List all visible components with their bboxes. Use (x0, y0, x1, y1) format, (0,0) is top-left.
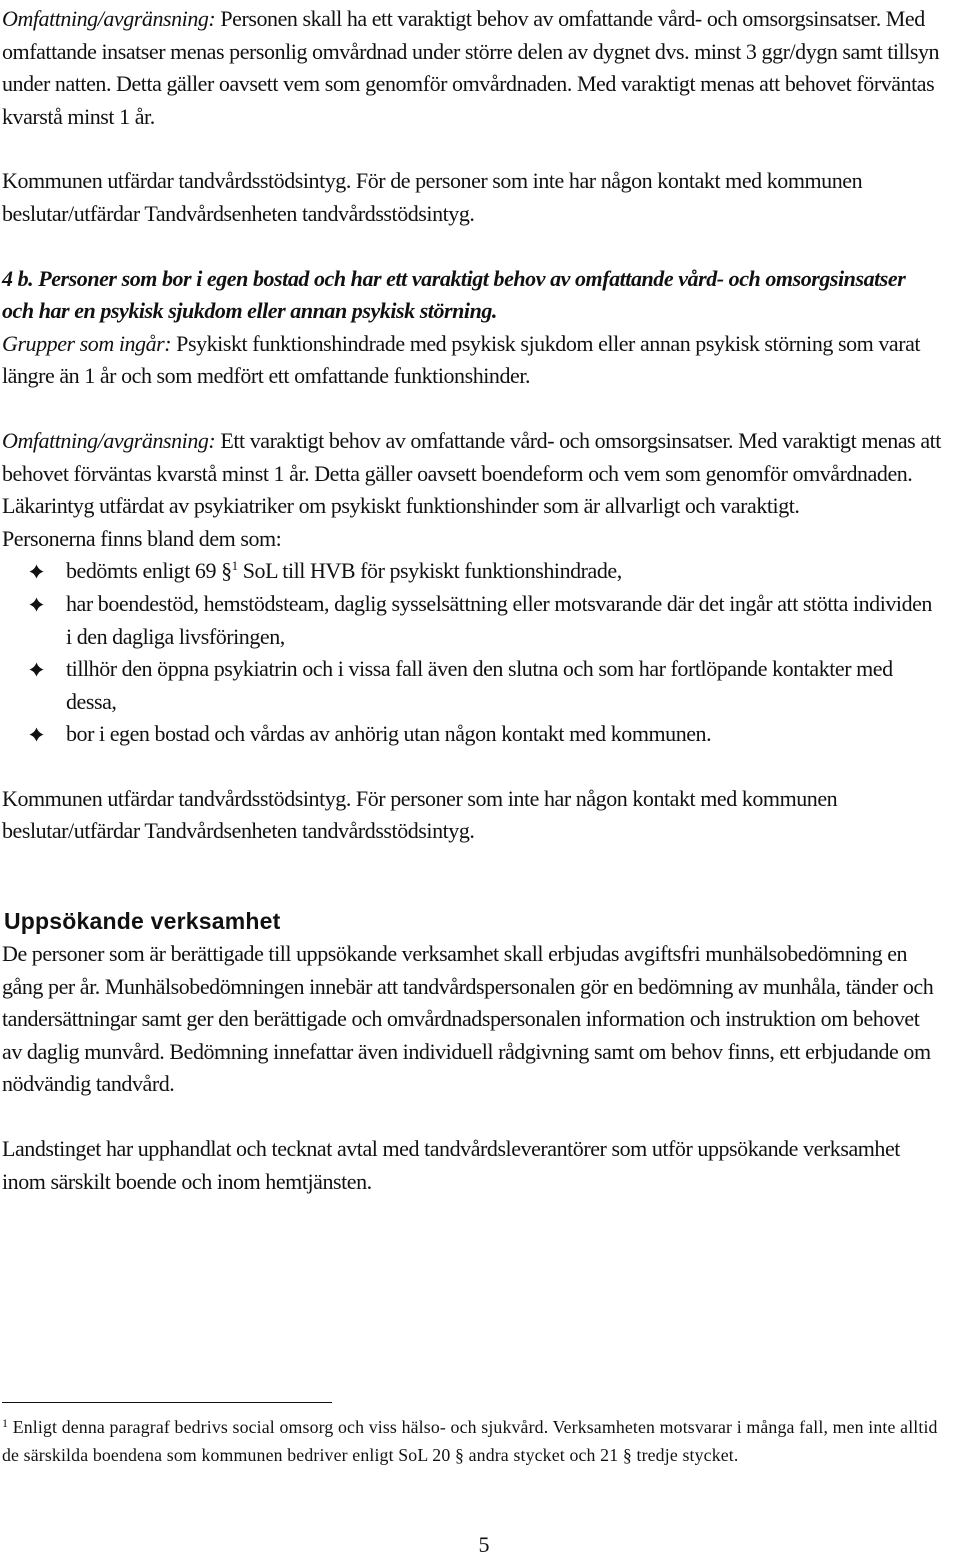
certificate-paragraph-1: Kommunen utfärdar tandvårdsstödsintyg. För de personer som inte har någon kontakt med kommunen beslutar/utfärdar Tandvårdsenheten tandvårdsstödsintyg. (2, 168, 863, 226)
footnote-divider (2, 1402, 332, 1403)
diamond-bullet-icon (29, 597, 44, 612)
list-item-text: bedömts enligt 69 (66, 558, 222, 584)
footnote-text: Enligt denna paragraf bedrivs social omsorg och viss hälso- och sjukvård. Verksamheten motsvarar i många fall, men inte alltid de särskilda boendena som kommunen bedriver enligt SoL 20 § andra stycket och 21 § tredje stycket. (2, 1417, 938, 1465)
list-item-text: tillhör den öppna psykiatrin och i vissa fall även den slutna och som har fortlöpande kontakter med dessa, (66, 656, 893, 714)
page-number: 5 (478, 1532, 490, 1557)
footnote (2, 1414, 952, 1469)
list-item-text-cont: SoL till HVB för psykiskt funktionshindrade, (237, 558, 622, 584)
outreach-paragraph-1: De personer som är berättigade till uppsökande verksamhet skall erbjudas avgiftsfri munhälsobedömning en gång per år. Munhälsobedömningen innebär att tandvårdspersonalen gör en bedömning av munhåla, tänder och tandersättningar samt ger den berättigade och omvårdnadspersonalen information och instruktion om behovet av daglig munvård. Bedömning innefattar även individuell rådgivning samt om behov finns, ett erbjudande om nödvändig tandvård. (2, 941, 934, 1097)
section-4b-heading: 4 b. Personer som bor i egen bostad och har ett varaktigt behov av omfattande vård- och omsorgsinsatser och har en psykisk sjukdom eller annan psykisk störning. (2, 265, 906, 324)
list-item-text: har boendestöd, hemstödsteam, daglig sysselsättning eller motsvarande där det ingår att stötta individen i den dagliga livsföringen, (66, 590, 932, 649)
scope-label-2: Omfattning/avgränsning: (2, 427, 216, 453)
groups-text: Psykiskt funktionshindrade med psykisk sjukdom eller annan psykisk störning som varat längre än 1 år och som medfört ett omfattande funktionshinder. (2, 330, 921, 389)
outreach-heading: Uppsökande verksamhet (4, 908, 281, 935)
groups-paragraph (2, 328, 942, 393)
diamond-bullet-icon (29, 662, 44, 677)
groups-label: Grupper som ingår: (2, 330, 172, 356)
list-intro: Personerna finns bland dem som: (2, 525, 282, 551)
list-item (2, 653, 942, 718)
footnote-marker: 1 (2, 1416, 9, 1430)
list-item-text: bor i egen bostad och vårdas av anhörig utan någon kontakt med kommunen. (66, 721, 712, 747)
footnote-ref[interactable]: 1 (231, 558, 238, 574)
scope-paragraph-2 (2, 425, 942, 523)
scope-paragraph-1 (2, 3, 942, 133)
certificate-paragraph-2: Kommunen utfärdar tandvårdsstödsintyg. För personer som inte har någon kontakt med kommunen beslutar/utfärdar Tandvårdsenheten tandvårdsstödsintyg. (2, 785, 838, 844)
diamond-bullet-icon (29, 727, 44, 742)
section-sign: § (221, 558, 232, 584)
list-item (2, 588, 942, 653)
scope-text-1: Personen skall ha ett varaktigt behov av omfattande vård- och omsorgsinsatser. Med omfattande insatser menas personlig omvårdnad under större delen av dygnet dvs. minst 3 ggr/dygn samt tillsyn under natten. Detta gäller oavsett vem som genomför omvårdnaden. Med varaktigt menas att behovet förväntas kvarstå minst 1 år. (2, 6, 940, 129)
body-text (2, 3, 942, 1198)
diamond-bullet-icon (29, 564, 44, 579)
outreach-paragraph-2: Landstinget har upphandlat och tecknat avtal med tandvårdsleverantörer som utför uppsökande verksamhet inom särskilt boende och inom hemtjänsten. (2, 1136, 900, 1194)
scope-label-1: Omfattning/avgränsning: (2, 6, 216, 31)
criteria-list (2, 555, 942, 751)
list-item (2, 718, 942, 751)
scope-text-2: Ett varaktigt behov av omfattande vård- och omsorgsinsatser. Med varaktigt menas att behovet förväntas kvarstå minst 1 år. Detta gäller oavsett boendeform och vem som genomför omvårdnaden. Läkarintyg utfärdat av psykiatriker om psykiskt funktionshinder som är allvarligt och varaktigt. (2, 427, 941, 519)
list-item (2, 555, 942, 588)
